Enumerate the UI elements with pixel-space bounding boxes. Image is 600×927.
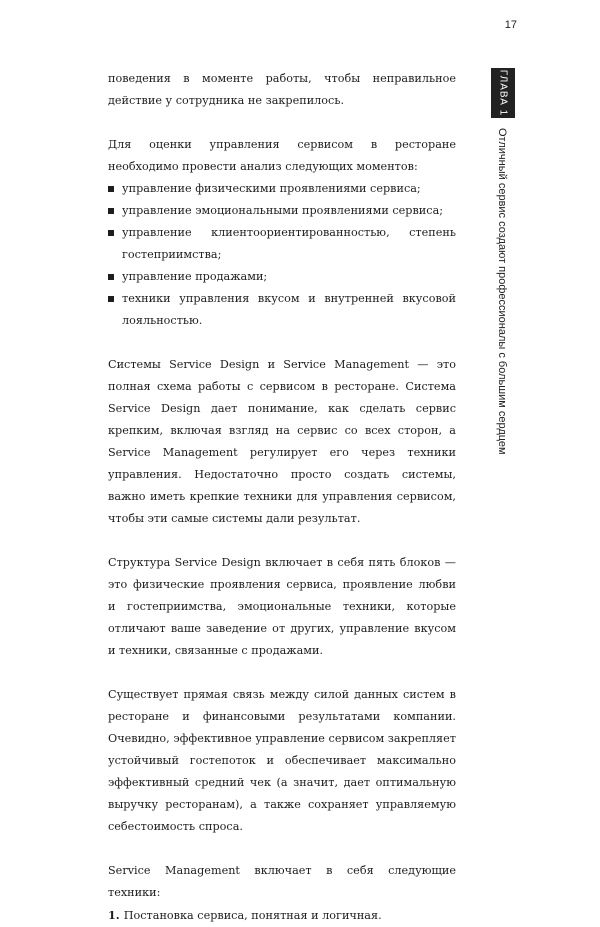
paragraph-5: Существует прямая связь между силой данных систем в ресторане и финансовыми результатами компании. Очевидно, эффективное управление сервисом закрепляет устойчивый гостепоток и обеспечивает максимально эффективный средний чек (а значит, дает оптимальную выручку ресторанам), а также сохраняет управляемую себестоимость спроса. <box>108 688 456 833</box>
list-item <box>108 288 456 332</box>
list-item-text: управление продажами; <box>122 270 268 283</box>
paragraph-3: Системы Service Design и Service Management — это полная схема работы с сервисом в ресторане. Система Service Design дает понимание, как сделать сервис крепким, включая взгляд на сервис со всех сторон, а Service Management регулирует его через техники управления. Недостаточно просто создать системы, важно иметь крепкие техники для управления сервисом, чтобы эти самые системы дали результат. <box>108 358 456 525</box>
list-item-text: управление клиентоориентированностью, степень гостеприимства; <box>122 226 456 261</box>
page-number: 17 <box>504 19 517 31</box>
list-item-text: управление физическими проявлениями сервиса; <box>122 182 421 195</box>
paragraph-2: Для оценки управления сервисом в ресторане необходимо провести анализ следующих моментов: <box>108 138 456 173</box>
square-bullet-icon <box>108 208 114 214</box>
paragraph-4: Структура Service Design включает в себя пять блоков — это физические проявления сервиса, проявление любви и гостеприимства, эмоциональные техники, которые отличают ваше заведение от других, управление вкусом и техники, связанные с продажами. <box>108 556 456 657</box>
square-bullet-icon <box>108 274 114 280</box>
numbered-item-number: 1. <box>108 908 120 922</box>
text-column <box>108 68 456 927</box>
list-item <box>108 222 456 266</box>
numbered-item <box>108 904 456 927</box>
running-head-text: Отличный сервис создают профессионалы с большим сердцем <box>496 128 508 455</box>
paragraph-1: поведения в моменте работы, чтобы неправильное действие у сотрудника не закрепилось. <box>108 72 456 107</box>
bullet-list <box>108 178 456 332</box>
chapter-tab <box>482 58 522 118</box>
list-item-text: управление эмоциональными проявлениями сервиса; <box>122 204 444 217</box>
square-bullet-icon <box>108 230 114 236</box>
square-bullet-icon <box>108 296 114 302</box>
paragraph-6: Service Management включает в себя следующие техники: <box>108 864 456 899</box>
list-item <box>108 200 456 222</box>
chapter-label-box <box>491 68 515 118</box>
list-item <box>108 266 456 288</box>
list-item <box>108 178 456 200</box>
numbered-item-text: Постановка сервиса, понятная и логичная. <box>123 909 382 922</box>
chapter-label: ГЛАВА 1 <box>497 69 509 117</box>
square-bullet-icon <box>108 186 114 192</box>
list-item-text: техники управления вкусом и внутренней вкусовой лояльностью. <box>122 292 456 327</box>
